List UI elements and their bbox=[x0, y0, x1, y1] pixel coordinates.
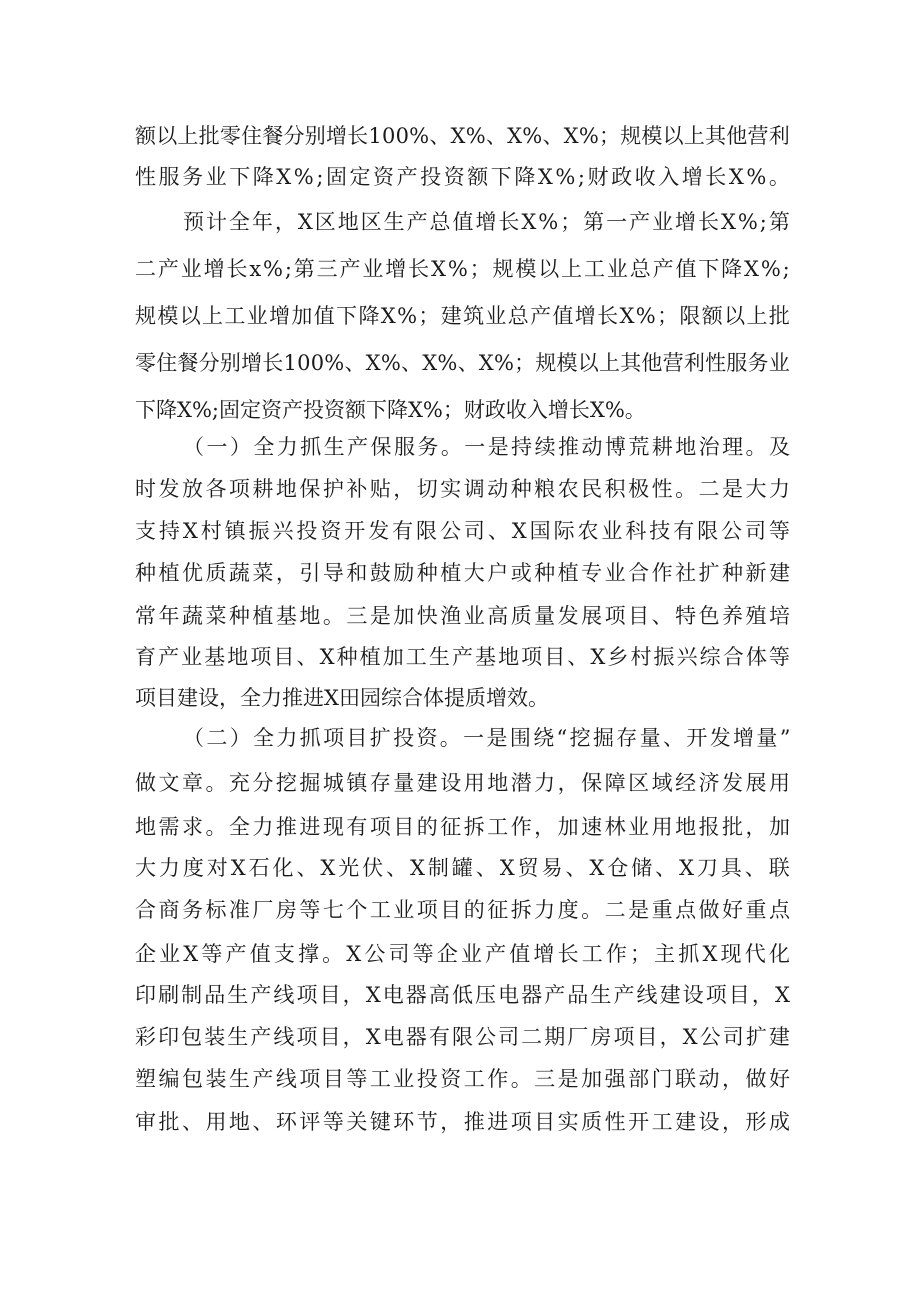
text-line: 地需求。全力推进现有项目的征拆工作，加速林业用地报批，加 bbox=[135, 815, 793, 839]
text-line: 性服务业下降X%;固定资产投资额下降X%;财政收入增长X%。 bbox=[135, 165, 793, 189]
text-line: 企业X等产值支撑。X公司等企业产值增长工作；主抓X现代化 bbox=[135, 942, 793, 966]
text-line: 大力度对X石化、X光伏、X制罐、X贸易、X仓储、X刀具、联 bbox=[135, 856, 793, 880]
text-line: 常年蔬菜种植基地。三是加快渔业高质量发展项目、特色养殖培 bbox=[135, 604, 793, 628]
text-line: 下降X%;固定资产投资额下降X%；财政收入增长X%。 bbox=[135, 398, 646, 422]
text-line: 合商务标准厂房等七个工业项目的征拆力度。二是重点做好重点 bbox=[135, 898, 793, 922]
text-line: 印刷制品生产线项目，X电器高低压电器产品生产线建设项目，X bbox=[135, 983, 792, 1007]
text-line: 育产业基地项目、X种植加工生产基地项目、X乡村振兴综合体等 bbox=[135, 645, 792, 669]
text-line: 彩印包装生产线项目，X电器有限公司二期厂房项目，X公司扩建 bbox=[135, 1025, 792, 1049]
text-line: 塑编包装生产线项目等工业投资工作。三是加强部门联动，做好 bbox=[135, 1067, 793, 1091]
text-line: 时发放各项耕地保护补贴，切实调动种粮农民积极性。二是大力 bbox=[135, 477, 793, 501]
text-line: 做文章。充分挖掘城镇存量建设用地潜力，保障区域经济发展用 bbox=[135, 771, 793, 795]
text-line: （二）全力抓项目扩投资。一是围绕“挖掘存量、开发增量” bbox=[183, 726, 793, 750]
text-line: （一）全力抓生产保服务。一是持续推动博荒耕地治理。及 bbox=[183, 435, 793, 459]
text-line: 项目建设，全力推进X田园综合体提质增效。 bbox=[135, 686, 549, 710]
text-line: 审批、用地、环评等关键环节，推进项目实质性开工建设，形成 bbox=[135, 1110, 793, 1134]
text-line: 种植优质蔬菜，引导和鼓励种植大户或种植专业合作社扩种新建 bbox=[135, 561, 793, 585]
text-line: 支持X村镇振兴投资开发有限公司、X国际农业科技有限公司等 bbox=[135, 519, 793, 543]
text-line: 额以上批零住餐分别增长100%、X%、X%、X%；规模以上其他营利 bbox=[135, 124, 790, 148]
text-line: 二产业增长x%;第三产业增长X%；规模以上工业总产值下降X%; bbox=[135, 257, 792, 281]
text-line: 零住餐分别增长100%、X%、X%、X%；规模以上其他营利性服务业 bbox=[135, 351, 790, 375]
text-line: 规模以上工业增加值下降X%；建筑业总产值增长X%；限额以上批 bbox=[135, 304, 792, 328]
text-line: 预计全年，X区地区生产总值增长X%；第一产业增长X%;第 bbox=[183, 210, 792, 234]
